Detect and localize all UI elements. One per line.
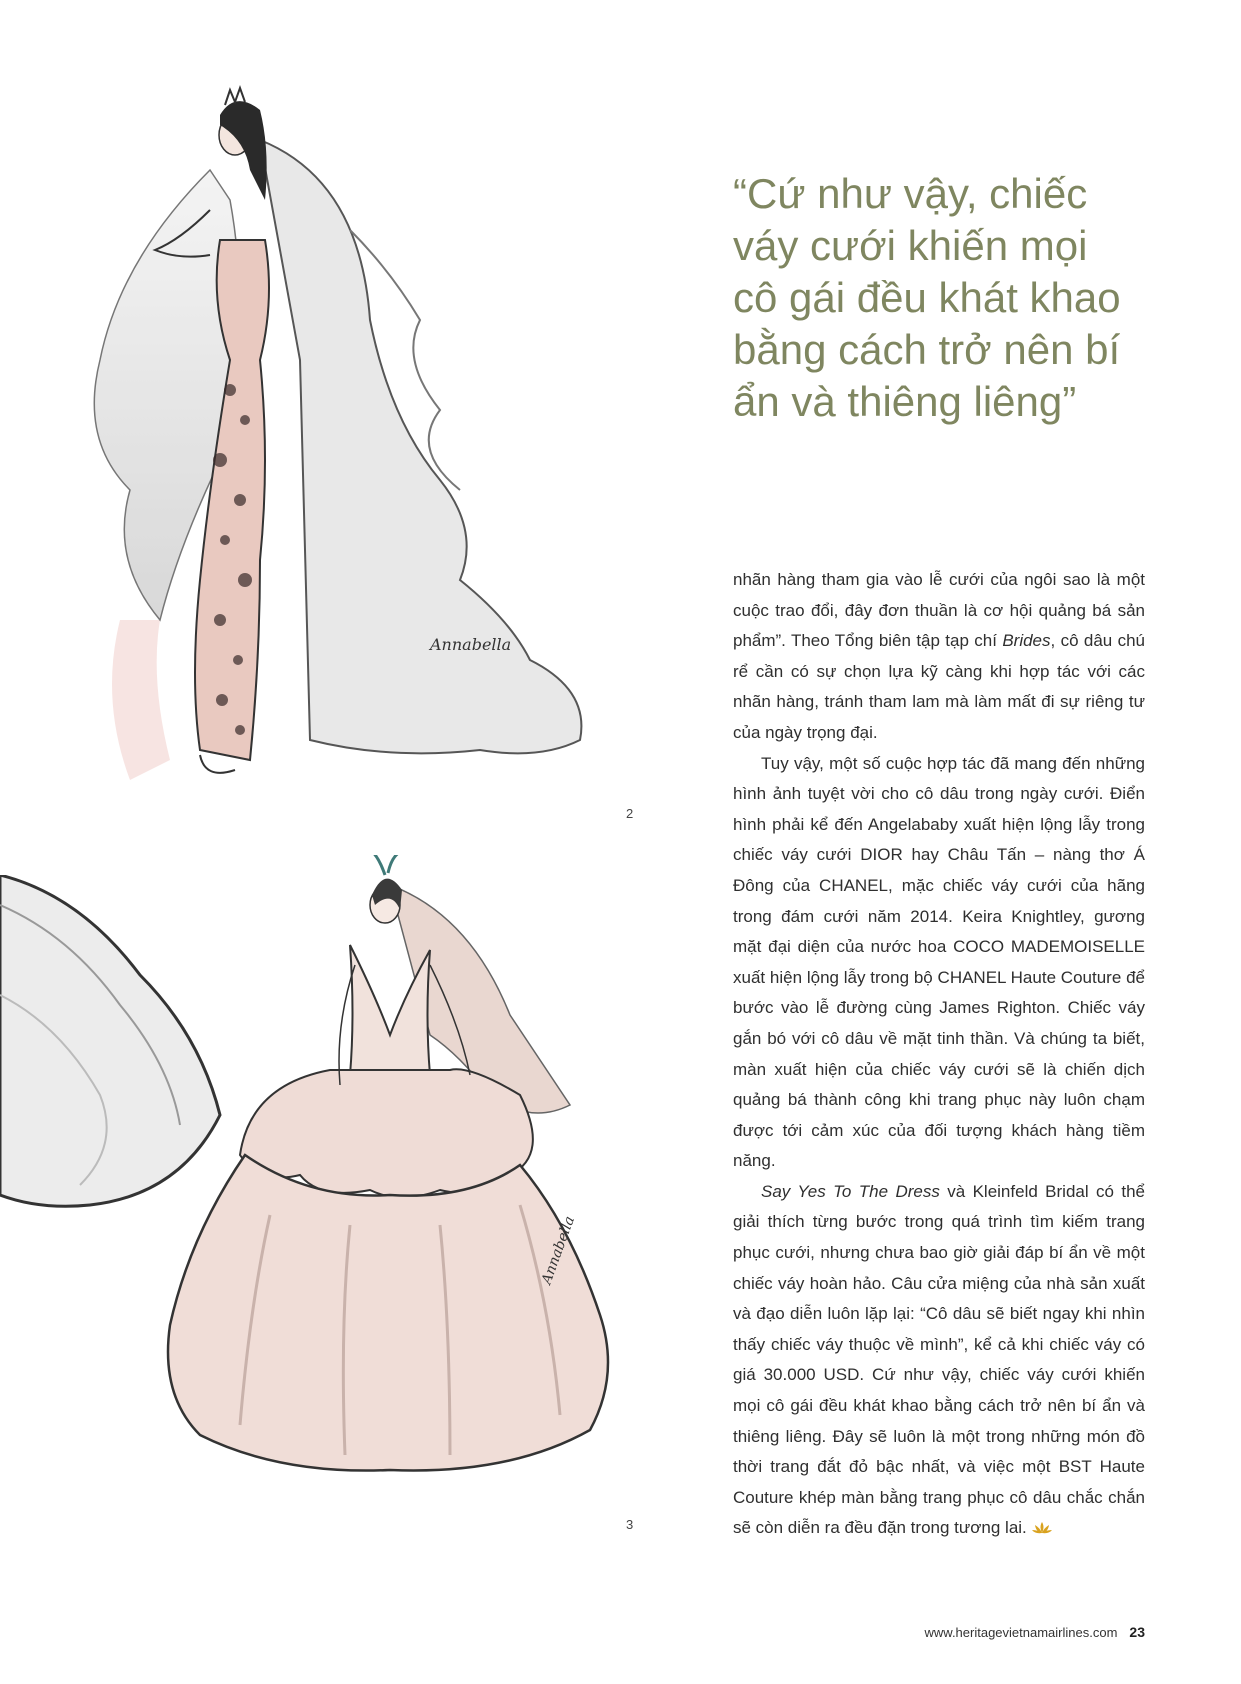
artist-signature: Annabella — [430, 635, 512, 654]
show-title: Say Yes To The Dress — [761, 1181, 940, 1201]
wedding-dress-sketch-ballgown — [130, 855, 650, 1495]
paragraph: Tuy vậy, một số cuộc hợp tác đã mang đến những hình ảnh tuyệt vời cho cô dâu trong ngày cưới. Điển hình phải kể đến Angelababy xuất hiện lộng lẫy trong chiếc váy cưới DIOR hay Châu Tấn – nàng thơ Á Đông của CHANEL, mặc chiếc váy cưới của hãng trong đám cưới năm 2014. Keira Knightley, gương mặt đại diện của nước hoa COCO MADEMOISELLE xuất hiện lộng lẫy trong bộ CHANEL Haute Couture để bước vào lễ đường cùng James Righton. Chiếc váy gắn bó với cô dâu về mặt tinh thần. Và chúng ta biết, màn xuất hiện của chiếc váy cưới sẽ là chiến dịch quảng bá thành công khi trang phục này luôn chạm được tới cảm xúc của đối tượng khách hàng tiềm năng. — [733, 753, 1145, 1171]
paragraph: Say Yes To The Dress và Kleinfeld Bridal có thể giải thích từng bước trong quá trình tìm kiếm trang phục cưới, nhưng chưa bao giờ giải đáp bí ẩn về một chiếc váy hoàn hảo. Câu cửa miệng của nhà sản xuất và đạo diễn luôn lặp lại: “Cô dâu sẽ biết ngay khi nhìn thấy chiếc váy thuộc về mình”, kể cả khi chiếc váy có giá 30.000 USD. Cứ như vậy, chiếc váy cưới khiến mọi cô gái đều khát khao bằng cách trở nên bí ẩn và thiêng liêng. Đây sẽ luôn là một trong những món đồ thời trang đắt đỏ bậc nhất, và việc một BST Haute Couture khép màn bằng trang phục cô dâu chắc chắn sẽ còn diễn ra đều đặn trong tương lai. — [733, 1181, 1145, 1538]
paragraph: nhãn hàng tham gia vào lễ cưới của ngôi sao là một cuộc trao đổi, đây đơn thuần là cơ hội quảng bá sản phẩm”. Theo Tổng biên tập tạp chí Brides, cô dâu chú rể cần có sự chọn lựa kỹ càng khi hợp tác với các nhãn hàng, tránh tham lam mà làm mất đi sự riêng tư của ngày trọng đại. — [733, 570, 1145, 742]
magazine-title: Brides — [1002, 631, 1051, 651]
page-number: 23 — [1129, 1624, 1145, 1640]
lotus-icon — [1031, 1521, 1053, 1535]
article-body — [733, 565, 1145, 1544]
pull-quote: “Cứ như vậy, chiếc váy cưới khiến mọi cô gái đều khát khao bằng cách trở nên bí ẩn và thiêng liêng” — [733, 170, 1121, 425]
figure-number: 2 — [626, 806, 634, 821]
figure-number: 3 — [626, 1517, 634, 1532]
artist-signature: Annabella — [538, 1214, 579, 1287]
website-url: www.heritagevietnamairlines.com — [924, 1625, 1118, 1640]
page-footer — [880, 1624, 1145, 1640]
wedding-dress-sketch-mermaid — [60, 60, 620, 820]
